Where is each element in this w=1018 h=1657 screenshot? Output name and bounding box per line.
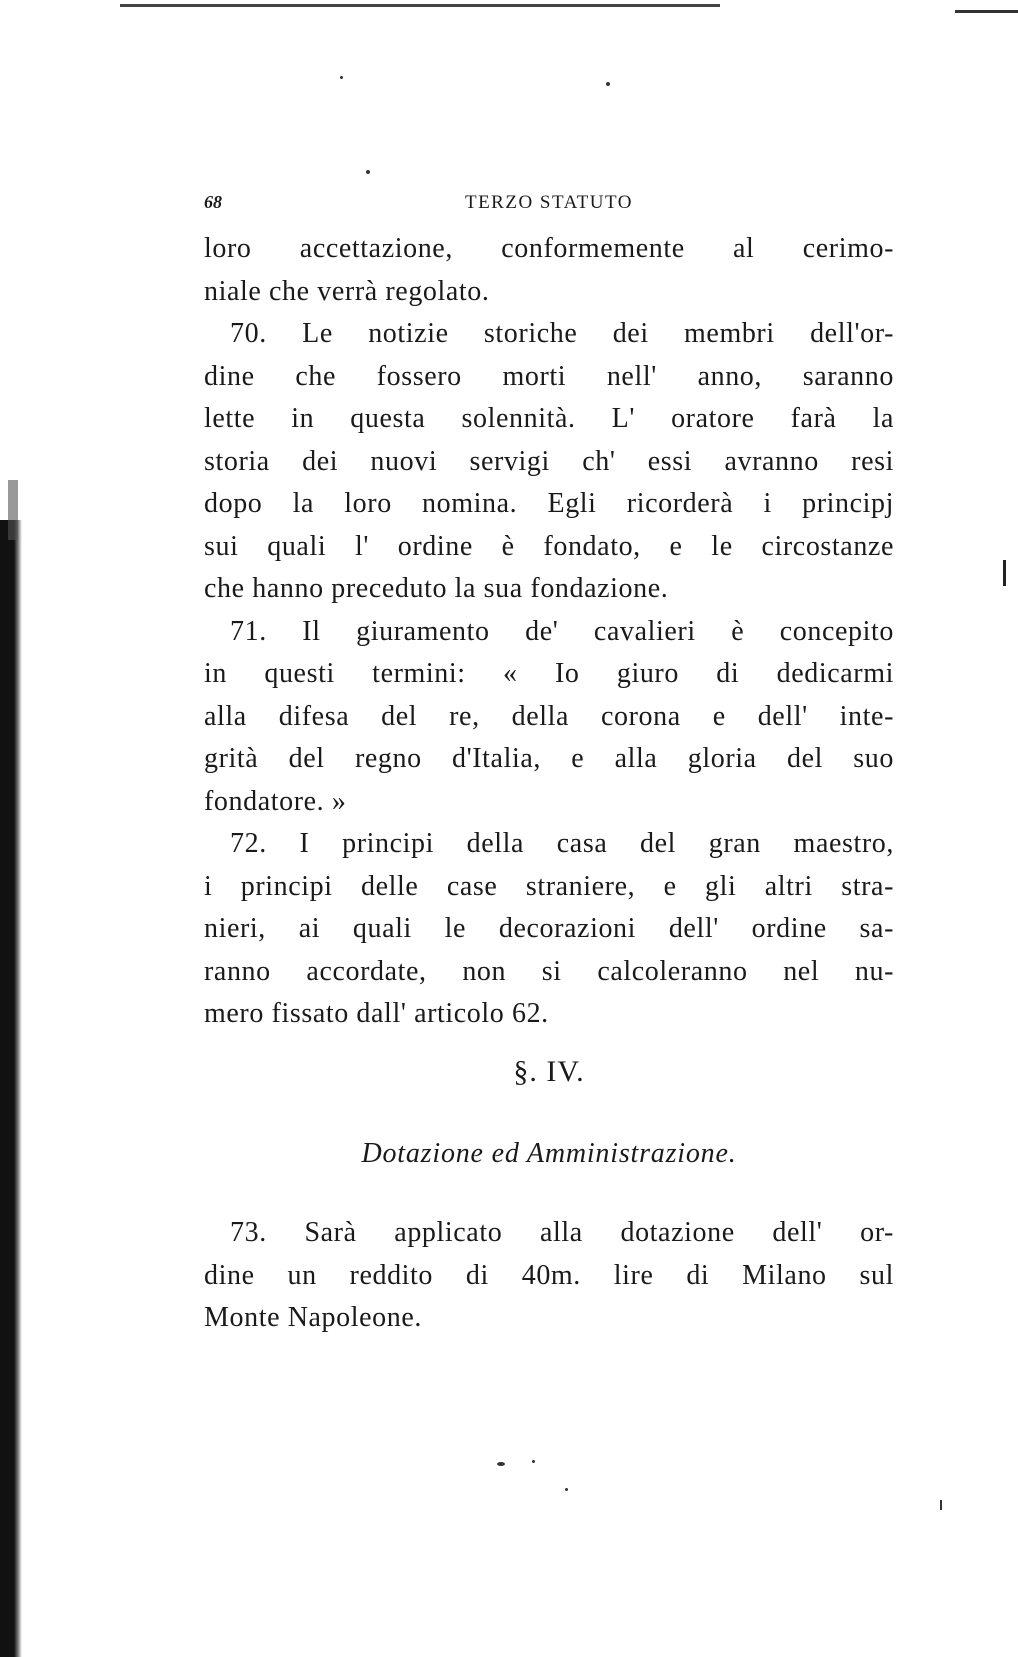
scan-dot [340, 76, 343, 79]
text-line: Monte Napoleone. [204, 1302, 422, 1333]
text-line: lette in questa solennità. L' oratore farà la [204, 403, 894, 434]
body-text-section [204, 1212, 894, 1340]
text-line: dine che fossero morti nell' anno, saranno [204, 360, 894, 392]
running-header [204, 192, 894, 222]
scan-dot [532, 1460, 535, 1463]
scan-dot [606, 82, 610, 86]
text-line: i principi delle case straniere, e gli altri stra- [204, 870, 894, 902]
section-subtitle: Dotazione ed Amministrazione. [361, 1138, 737, 1169]
text-line: alla difesa del re, della corona e dell' inte- [204, 700, 894, 732]
text-line: 70. Le notizie storiche dei membri dell'or- [230, 318, 894, 349]
text-line: grità del regno d'Italia, e alla gloria del suo [204, 743, 894, 774]
text-line: 73. Sarà applicato alla dotazione dell' or- [230, 1217, 894, 1248]
section-heading: §. IV. [513, 1055, 585, 1088]
text-line: in questi termini: « Io giuro di dedicarmi [204, 658, 894, 689]
scan-dot [565, 1488, 568, 1491]
scan-edge-top-right [955, 10, 1018, 13]
body-text [204, 228, 894, 1036]
scan-edge-left [0, 520, 22, 1657]
text-line: sui quali l' ordine è fondato, e le circostanze [204, 530, 894, 562]
scan-dot [366, 170, 370, 174]
text-line: storia dei nuovi servigi ch' essi avranno resi [204, 445, 894, 477]
text-line: loro accettazione, conformemente al cerimo- [204, 233, 894, 264]
text-line: 72. I principi della casa del gran maestro, [230, 828, 894, 859]
scan-dot [940, 1500, 942, 1510]
scan-edge-top [120, 4, 720, 7]
text-line: ranno accordate, non si calcoleranno nel nu- [204, 955, 894, 987]
text-line: niale che verrà regolato. [204, 275, 490, 307]
scan-mark-right [1003, 560, 1006, 586]
text-line: nieri, ai quali le decorazioni dell' ordine sa- [204, 913, 894, 944]
page-number: 68 [204, 192, 222, 212]
scan-dot [497, 1462, 505, 1466]
text-line: dopo la loro nomina. Egli ricorderà i principj [204, 488, 894, 519]
text-line: che hanno preceduto la sua fondazione. [204, 573, 669, 604]
text-line: mero fissato dall' articolo 62. [204, 998, 549, 1029]
text-line: 71. Il giuramento de' cavalieri è concepito [230, 615, 894, 647]
scan-speck-left [8, 480, 18, 540]
text-line: fondatore. » [204, 785, 347, 817]
text-line: dine un reddito di 40m. lire di Milano sul [204, 1259, 894, 1291]
running-title: TERZO STATUTO [464, 192, 634, 213]
